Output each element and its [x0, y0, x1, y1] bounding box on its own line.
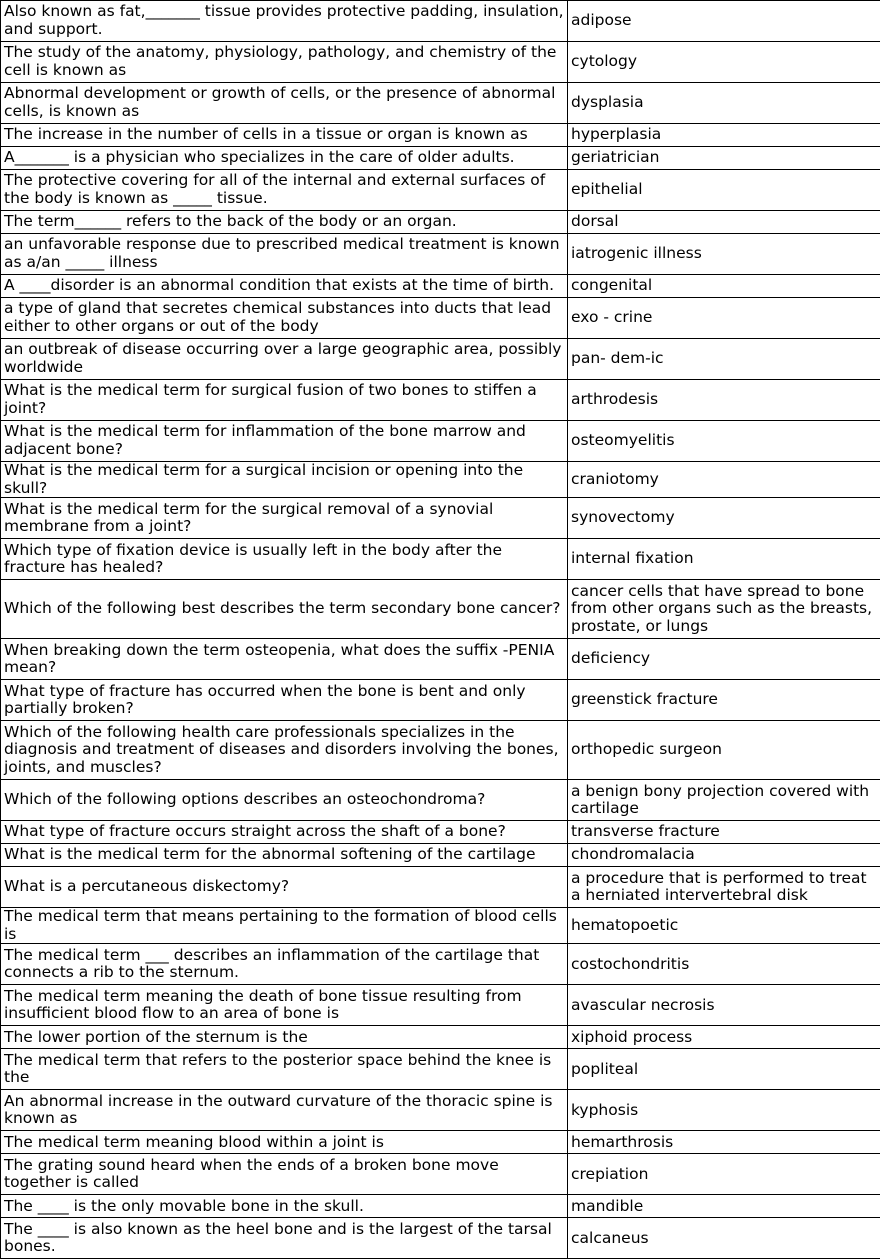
table-row — [1, 1131, 880, 1154]
table-row — [1, 83, 880, 124]
table-row — [1, 462, 880, 498]
term-cell: a benign bony projection covered with cartilage — [568, 780, 880, 821]
term-cell: cytology — [568, 42, 880, 83]
term-cell: cancer cells that have spread to bone from other organs such as the breasts, prostate, or lungs — [568, 580, 880, 639]
term-cell: crepiation — [568, 1154, 880, 1195]
term-cell: exo - crine — [568, 298, 880, 339]
table-row — [1, 339, 880, 380]
table-row — [1, 1154, 880, 1195]
term-cell: a procedure that is performed to treat a herniated intervertebral disk — [568, 867, 880, 908]
table-row — [1, 124, 880, 147]
definition-cell: What is a percutaneous diskectomy? — [1, 867, 568, 908]
term-cell: internal fixation — [568, 539, 880, 580]
term-cell: hematopoetic — [568, 908, 880, 944]
term-cell: dorsal — [568, 211, 880, 234]
table-row — [1, 639, 880, 680]
table-row — [1, 1, 880, 42]
term-cell: kyphosis — [568, 1090, 880, 1131]
term-cell: hemarthrosis — [568, 1131, 880, 1154]
term-cell: arthrodesis — [568, 380, 880, 421]
term-cell: epithelial — [568, 170, 880, 211]
definition-cell: The grating sound heard when the ends of a broken bone move together is called — [1, 1154, 568, 1195]
table-row — [1, 844, 880, 867]
table-row — [1, 780, 880, 821]
definition-cell: The lower portion of the sternum is the — [1, 1026, 568, 1049]
definition-cell: What is the medical term for surgical fusion of two bones to stiffen a joint? — [1, 380, 568, 421]
term-cell: synovectomy — [568, 498, 880, 539]
definition-cell: The study of the anatomy, physiology, pathology, and chemistry of the cell is known as — [1, 42, 568, 83]
table-row — [1, 680, 880, 721]
term-cell: hyperplasia — [568, 124, 880, 147]
term-cell: mandible — [568, 1195, 880, 1218]
table-row — [1, 721, 880, 780]
table-row — [1, 908, 880, 944]
term-cell: greenstick fracture — [568, 680, 880, 721]
definition-cell: a type of gland that secretes chemical substances into ducts that lead either to other organs or out of the body — [1, 298, 568, 339]
term-cell: pan- dem-ic — [568, 339, 880, 380]
definition-cell: When breaking down the term osteopenia, what does the suffix -PENIA mean? — [1, 639, 568, 680]
definition-cell: The ____ is the only movable bone in the skull. — [1, 1195, 568, 1218]
definition-cell: Also known as fat,_______ tissue provides protective padding, insulation, and support. — [1, 1, 568, 42]
definition-cell: The medical term ___ describes an inflammation of the cartilage that connects a rib to the sternum. — [1, 944, 568, 985]
definition-cell: Which of the following options describes an osteochondroma? — [1, 780, 568, 821]
table-row — [1, 867, 880, 908]
term-cell: deficiency — [568, 639, 880, 680]
definition-cell: What is the medical term for inflammation of the bone marrow and adjacent bone? — [1, 421, 568, 462]
term-cell: craniotomy — [568, 462, 880, 498]
definition-cell: The medical term that refers to the posterior space behind the knee is the — [1, 1049, 568, 1090]
definition-cell: What is the medical term for the abnormal softening of the cartilage — [1, 844, 568, 867]
definition-cell: What is the medical term for a surgical incision or opening into the skull? — [1, 462, 568, 498]
term-cell: transverse fracture — [568, 821, 880, 844]
definition-cell: an unfavorable response due to prescribed medical treatment is known as a/an _____ illness — [1, 234, 568, 275]
term-cell: chondromalacia — [568, 844, 880, 867]
definition-cell: A ____disorder is an abnormal condition that exists at the time of birth. — [1, 275, 568, 298]
definition-cell: Abnormal development or growth of cells, or the presence of abnormal cells, is known as — [1, 83, 568, 124]
definition-cell: Which of the following health care professionals specializes in the diagnosis and treatment of diseases and disorders involving the bones, joints, and muscles? — [1, 721, 568, 780]
table-row — [1, 821, 880, 844]
table-row — [1, 1195, 880, 1218]
definition-cell: The medical term meaning the death of bone tissue resulting from insufficient blood flow to an area of bone is — [1, 985, 568, 1026]
table-row — [1, 147, 880, 170]
definition-cell: The protective covering for all of the internal and external surfaces of the body is known as _____ tissue. — [1, 170, 568, 211]
definition-cell: an outbreak of disease occurring over a large geographic area, possibly worldwide — [1, 339, 568, 380]
term-cell: avascular necrosis — [568, 985, 880, 1026]
term-cell: osteomyelitis — [568, 421, 880, 462]
table-row — [1, 580, 880, 639]
table-row — [1, 498, 880, 539]
term-cell: congenital — [568, 275, 880, 298]
table-row — [1, 1090, 880, 1131]
table-row — [1, 1049, 880, 1090]
definition-cell: What type of fracture occurs straight across the shaft of a bone? — [1, 821, 568, 844]
definition-cell: An abnormal increase in the outward curvature of the thoracic spine is known as — [1, 1090, 568, 1131]
definition-cell: Which type of fixation device is usually left in the body after the fracture has healed? — [1, 539, 568, 580]
table-row — [1, 539, 880, 580]
term-cell: dysplasia — [568, 83, 880, 124]
term-cell: iatrogenic illness — [568, 234, 880, 275]
definition-cell: What is the medical term for the surgical removal of a synovial membrane from a joint? — [1, 498, 568, 539]
table-row — [1, 380, 880, 421]
table-row — [1, 234, 880, 275]
table-row — [1, 944, 880, 985]
definition-cell: The term______ refers to the back of the body or an organ. — [1, 211, 568, 234]
term-cell: adipose — [568, 1, 880, 42]
table-row — [1, 1026, 880, 1049]
term-cell: orthopedic surgeon — [568, 721, 880, 780]
definition-cell: Which of the following best describes the term secondary bone cancer? — [1, 580, 568, 639]
table-row — [1, 1218, 880, 1259]
definition-cell: The increase in the number of cells in a tissue or organ is known as — [1, 124, 568, 147]
definition-cell: The medical term that means pertaining to the formation of blood cells is — [1, 908, 568, 944]
table-row — [1, 211, 880, 234]
term-cell: costochondritis — [568, 944, 880, 985]
term-cell: popliteal — [568, 1049, 880, 1090]
table-row — [1, 42, 880, 83]
term-cell: calcaneus — [568, 1218, 880, 1259]
term-cell: geriatrician — [568, 147, 880, 170]
table-row — [1, 275, 880, 298]
table-row — [1, 170, 880, 211]
definition-cell: What type of fracture has occurred when the bone is bent and only partially broken? — [1, 680, 568, 721]
table-row — [1, 421, 880, 462]
table-row — [1, 985, 880, 1026]
definition-cell: The medical term meaning blood within a joint is — [1, 1131, 568, 1154]
table-row — [1, 298, 880, 339]
definition-cell: The ____ is also known as the heel bone and is the largest of the tarsal bones. — [1, 1218, 568, 1259]
term-cell: xiphoid process — [568, 1026, 880, 1049]
table-body — [1, 1, 880, 1259]
definition-cell: A_______ is a physician who specializes in the care of older adults. — [1, 147, 568, 170]
